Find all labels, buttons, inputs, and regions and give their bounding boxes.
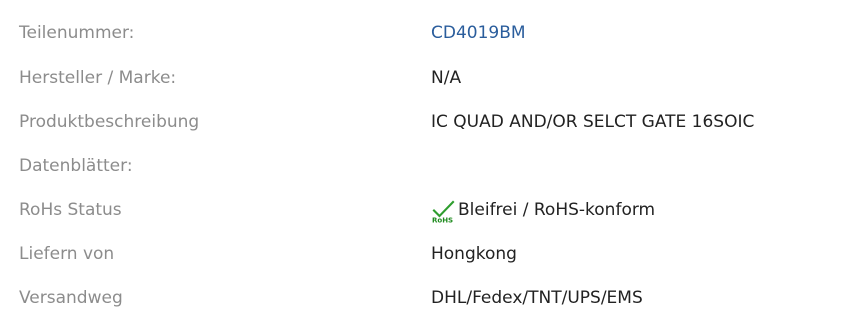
rohs-status-text: Bleifrei / RoHS-konform bbox=[458, 200, 656, 220]
shipping-label: Versandweg bbox=[19, 288, 123, 308]
spec-row-part-number bbox=[0, 14, 850, 52]
manufacturer-value: N/A bbox=[431, 68, 462, 88]
part-number-label: Teilenummer: bbox=[19, 23, 135, 43]
shipping-value: DHL/Fedex/TNT/UPS/EMS bbox=[431, 288, 643, 308]
rohs-icon-text: RoHS bbox=[432, 216, 454, 223]
ship-from-label: Liefern von bbox=[19, 244, 115, 264]
spec-row-manufacturer bbox=[0, 59, 850, 97]
rohs-value bbox=[431, 191, 655, 229]
spec-row-shipping bbox=[0, 279, 850, 317]
spec-row-rohs bbox=[0, 191, 850, 229]
spec-row-datasheets bbox=[0, 147, 850, 185]
spec-row-ship-from bbox=[0, 235, 850, 273]
ship-from-value: Hongkong bbox=[431, 244, 517, 264]
part-number-link[interactable]: CD4019BM bbox=[431, 23, 526, 43]
description-label: Produktbeschreibung bbox=[19, 112, 200, 132]
rohs-check-icon bbox=[431, 198, 456, 223]
manufacturer-label: Hersteller / Marke: bbox=[19, 68, 177, 88]
spec-row-description bbox=[0, 103, 850, 141]
description-value: IC QUAD AND/OR SELCT GATE 16SOIC bbox=[431, 112, 755, 132]
datasheets-label: Datenblätter: bbox=[19, 156, 133, 176]
rohs-label: RoHs Status bbox=[19, 200, 122, 220]
